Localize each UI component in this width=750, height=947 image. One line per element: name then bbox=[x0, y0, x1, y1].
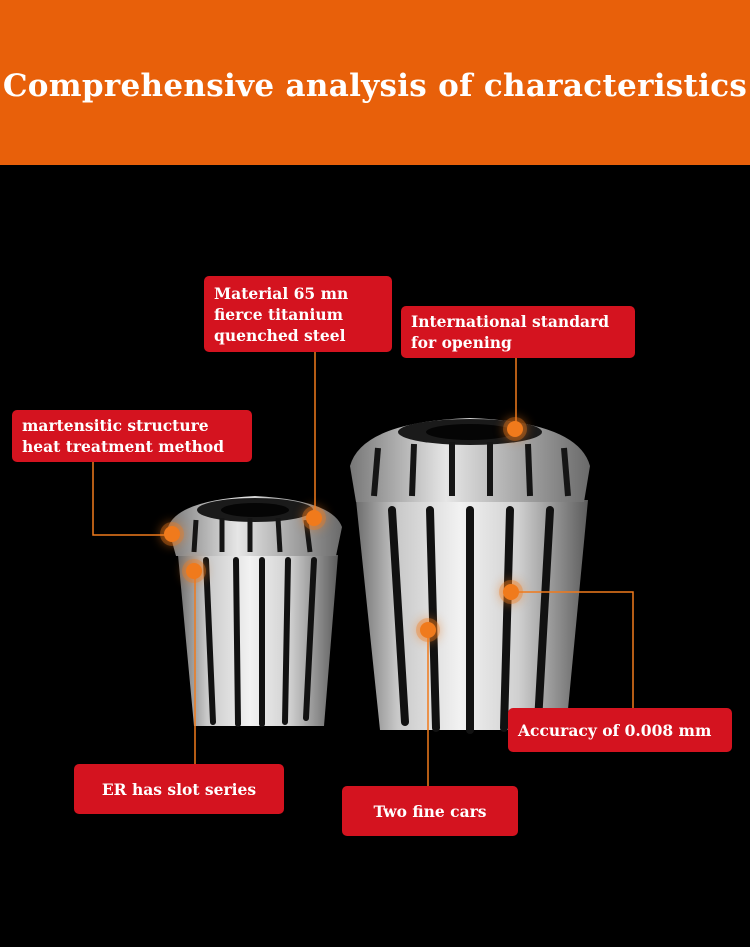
callout-er-slot bbox=[74, 764, 284, 814]
callout-text: Two fine cars bbox=[373, 801, 487, 821]
callout-international-standard bbox=[401, 306, 635, 358]
callout-martensitic bbox=[12, 410, 252, 462]
large-collet bbox=[350, 418, 590, 730]
page-title: Comprehensive analysis of characteristics bbox=[2, 68, 748, 104]
marker-dot bbox=[164, 526, 180, 542]
callout-text: ER has slot series bbox=[101, 779, 257, 799]
callout-two-fine-cars bbox=[342, 786, 518, 836]
callout-text: quenched steel bbox=[214, 325, 346, 345]
marker-dot bbox=[503, 584, 519, 600]
callout-text: heat treatment method bbox=[22, 437, 225, 456]
marker-dot bbox=[186, 563, 202, 579]
callout-text: Material 65 mn bbox=[214, 283, 349, 303]
callout-material bbox=[204, 276, 392, 352]
marker-dot bbox=[306, 510, 322, 526]
small-collet bbox=[168, 496, 342, 726]
callout-accuracy bbox=[508, 708, 732, 752]
callout-text: martensitic structure bbox=[22, 416, 209, 435]
callout-text: Accuracy of 0.008 mm bbox=[518, 720, 712, 740]
callout-text: International standard bbox=[411, 312, 610, 331]
marker-dot bbox=[507, 421, 523, 437]
callout-text: for opening bbox=[411, 333, 512, 352]
callout-text: fierce titanium bbox=[214, 304, 344, 324]
marker-dot bbox=[420, 622, 436, 638]
